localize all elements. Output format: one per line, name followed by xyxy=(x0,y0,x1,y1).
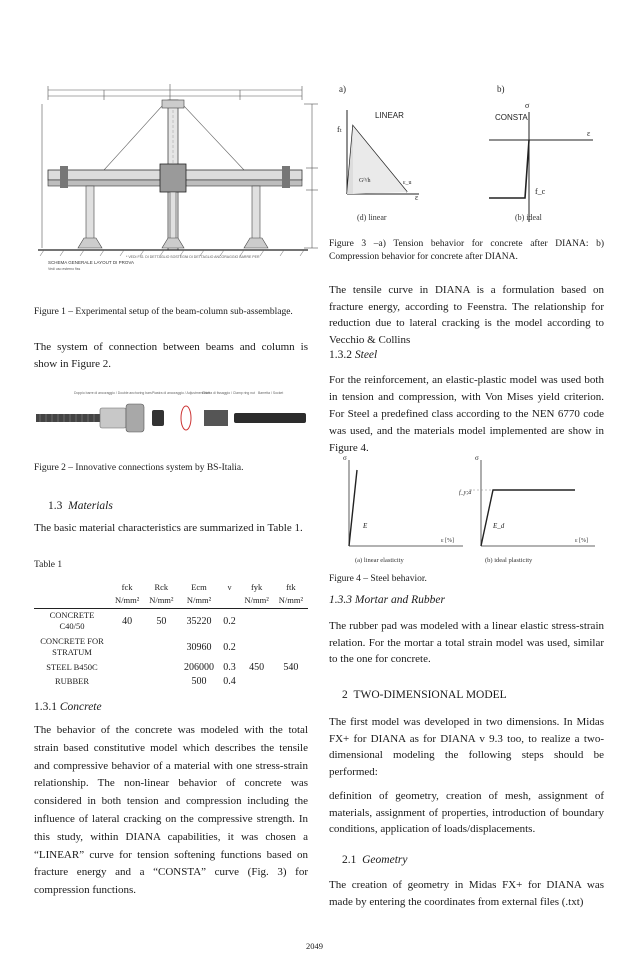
figure-3-fc-label: f_c xyxy=(535,187,546,196)
table-header: ν xyxy=(227,582,232,592)
table-cell-name: STRATUM xyxy=(52,647,92,657)
section-1-3-1-number: 1.3.1 xyxy=(34,701,57,713)
section-1-3-3-number: 1.3.3 xyxy=(329,594,352,606)
table-unit: N/mm² xyxy=(278,594,304,605)
figure-4-fyd-label: f_y;d xyxy=(459,490,472,496)
section-1-3-number: 1.3 xyxy=(48,500,63,512)
figure-2-drawing xyxy=(34,384,308,448)
figure-3-panel-b xyxy=(489,101,593,222)
figure-4-ed-label: E_d xyxy=(493,522,505,530)
table-row xyxy=(34,660,308,674)
figure-3-eps-a: ε xyxy=(415,193,419,202)
table-header: fck xyxy=(121,582,133,592)
figure-1-sheet-title: SCHEMA GENERALE LAYOUT DI PROVA xyxy=(48,260,135,265)
table-cell: 40 xyxy=(122,615,133,627)
figure-3-linear-title: LINEAR xyxy=(375,111,404,120)
figure-2-label-1: Doppio barre di ancoraggio / Double anchoring bars xyxy=(74,391,152,395)
table-header: ftk xyxy=(286,582,296,592)
figure-3 xyxy=(329,82,604,230)
figure-3-ft-label: fₜ xyxy=(337,125,343,134)
table-cell xyxy=(144,634,178,660)
table-header-row xyxy=(34,582,308,592)
section-2-1-number: 2.1 xyxy=(342,854,357,866)
section-2-heading xyxy=(342,689,507,701)
figure-2-caption: Figure 2 – Innovative connections system by BS-Italia. xyxy=(34,463,244,473)
table-header: fyk xyxy=(250,582,263,592)
figure-4-sigma-right: σ xyxy=(475,454,479,462)
table-cell-name: CONCRETE FOR xyxy=(40,636,104,646)
figure-1-caption: Figure 1 – Experimental setup of the beam-column sub-assemblage. xyxy=(34,307,293,317)
figure-1-sheet-subtitle: Vedi uso esterno fiss xyxy=(48,267,81,271)
table-unit: N/mm² xyxy=(114,594,140,605)
figure-4-drawing xyxy=(329,450,604,568)
figure-3-caption: Figure 3 –a) Tension behavior for concrete after DIANA: b) Compression behavior for concrete after DIANA. xyxy=(329,239,604,262)
table-cell: 35220 xyxy=(186,615,212,627)
figure-2 xyxy=(34,384,308,448)
table-cell xyxy=(274,634,308,660)
figure-1-drawing xyxy=(34,76,324,294)
section-1-3-1-heading xyxy=(34,701,102,713)
table-row xyxy=(34,634,308,660)
section-2-number: 2 xyxy=(342,689,348,701)
figure-3-eps-b: ε xyxy=(587,129,591,138)
figure-3-drawing xyxy=(329,82,604,230)
section-1-3-2-title: Steel xyxy=(354,349,378,361)
table-cell xyxy=(274,608,308,634)
table-cell xyxy=(144,674,178,688)
table-cell-name: CONCRETE xyxy=(49,610,95,621)
section-2-1-heading xyxy=(342,854,407,866)
table-cell: 0.3 xyxy=(223,661,236,673)
figure-4-ideal-plasticity xyxy=(459,454,595,564)
figure-4-caption: Figure 4 – Steel behavior. xyxy=(329,574,427,584)
table-1 xyxy=(34,582,308,688)
table-cell-name: STEEL B450C xyxy=(46,662,98,672)
figure-3-gf-label: Gᶠᴵ/h xyxy=(359,178,371,184)
table-row xyxy=(34,674,308,688)
figure-3-label-a: a) xyxy=(339,84,346,94)
table-cell xyxy=(110,674,144,688)
table-cell-name: C40/50 xyxy=(59,621,85,632)
table-cell-name: RUBBER xyxy=(54,676,89,686)
table-cell xyxy=(240,674,274,688)
table-cell xyxy=(110,634,144,660)
paragraph-tensile-curve: The tensile curve in DIANA is a formulation based on fracture energy, according to Feenstra. The relationship for reduction due to lateral cracking is the model according to Vecchio & Collins xyxy=(329,284,604,346)
table-cell: 0.2 xyxy=(223,615,236,627)
section-1-3-heading xyxy=(48,500,113,512)
table-cell xyxy=(240,634,274,660)
section-1-3-3-heading xyxy=(329,594,445,606)
table-cell xyxy=(144,660,178,674)
paragraph-geometry: The creation of geometry in Midas FX+ for DIANA was made by entering the coordinates from external files (.txt) xyxy=(329,879,604,908)
section-1-3-2-number: 1.3.2 xyxy=(329,349,352,361)
section-1-3-2-heading xyxy=(329,349,377,361)
figure-2-label-2: Piastra di ancoraggio / Adjustment bolt xyxy=(152,391,210,395)
table-cell: 450 xyxy=(249,661,265,673)
table-cell: 0.4 xyxy=(223,675,236,687)
table-cell: 500 xyxy=(191,675,207,687)
figure-4-sigma-left: σ xyxy=(343,454,347,462)
figure-3-eu-label: ε_u xyxy=(403,180,412,186)
page-number: 2049 xyxy=(306,941,323,951)
table-cell: 206000 xyxy=(184,661,214,673)
table-cell: 540 xyxy=(283,661,299,673)
figure-3-sigma-b: σ xyxy=(525,101,530,110)
figure-4-eps-left: ε [%] xyxy=(441,538,455,544)
table-unit: N/mm² xyxy=(244,594,269,605)
table-cell: 0.2 xyxy=(223,641,236,653)
section-2-title: TWO-DIMENSIONAL MODEL xyxy=(353,689,507,701)
figure-4-eps-right: ε [%] xyxy=(575,538,589,544)
table-unit: N/mm² xyxy=(149,594,174,605)
paragraph-connection: The system of connection between beams and column is show in Figure 2. xyxy=(34,341,308,370)
figure-3-panel-a xyxy=(337,110,419,222)
paragraph-materials: The basic material characteristics are summarized in Table 1. xyxy=(34,522,303,534)
table-unit xyxy=(220,592,240,608)
table-cell xyxy=(274,674,308,688)
table-row xyxy=(34,608,308,634)
table-cell xyxy=(240,608,274,634)
figure-4-linear-elasticity xyxy=(343,454,463,564)
table-cell: 50 xyxy=(156,615,167,627)
paragraph-mortar-rubber: The rubber pad was modeled with a linear elastic stress-strain relation. For the mortar a total strain model was used, similar to the one for concrete. xyxy=(329,620,604,665)
figure-2-label-3: Ghiera di fissaggio / Clamp ring nut xyxy=(202,391,255,395)
figure-2-label-4: Barretta / Socket xyxy=(258,391,284,395)
figure-3-caption-a: (d) linear xyxy=(357,213,387,222)
section-1-3-3-title: Mortar and Rubber xyxy=(354,594,445,606)
paragraph-steel: For the reinforcement, an elastic-plastic model was used both in tension and compression, with Von Mises yield criterion. For Steel a predefined class according to the NEN 6770 code was used, and the materials model implemented are show in Figure 4. xyxy=(329,374,604,454)
section-1-3-title: Materials xyxy=(68,500,113,512)
table-unit: N/mm² xyxy=(186,594,212,605)
section-2-1-title: Geometry xyxy=(362,854,408,866)
paragraph-concrete: The behavior of the concrete was modeled with the total strain based constitutive model which describes the tensile and compressive behavior of a material with one stress-strain relationship. The non-linear behavior of concrete was considered in both tension and compression including the influence of lateral cracking on the compressive strength. In this study, within DIANA capabilities, it was chosen a “LINEAR” curve for tension softening functions based on fracture energy and a “CONSTA” curve (Fig. 3) for compression functions. xyxy=(34,724,308,897)
figure-3-consta-title: CONSTA xyxy=(495,113,528,122)
figure-1 xyxy=(34,76,324,294)
figure-4-left-caption: (a) linear elasticity xyxy=(355,557,404,564)
table-units-row xyxy=(34,592,308,608)
table-header: Ecm xyxy=(191,582,207,592)
table-1-label: Table 1 xyxy=(34,560,63,570)
figure-4-e-label: E xyxy=(363,522,368,530)
paragraph-steps: definition of geometry, creation of mesh, assignment of materials, assignment of properties, introduction of boundary conditions, application of loads/displacements. xyxy=(329,790,604,835)
table-cell xyxy=(110,660,144,674)
paragraph-two-dim: The first model was developed in two dimensions. In Midas FX+ for DIANA as for DIANA v 9.3 too, to realize a two-dimensional modeling the following steps should be performed: xyxy=(329,716,604,778)
figure-4 xyxy=(329,450,604,568)
figure-3-caption-b: (b) ideal xyxy=(515,213,542,222)
figure-3-label-b: b) xyxy=(497,84,505,94)
figure-4-right-caption: (b) ideal plasticity xyxy=(485,557,533,564)
figure-1-sheet-note: * VEDI FIG. DI DETTAGLIO SOSTEGNI DI DETTAGLIO ANCORAGGIO BARRE PER xyxy=(126,255,260,259)
section-1-3-1-title: Concrete xyxy=(59,701,102,713)
table-cell: 30960 xyxy=(186,641,212,653)
table-header: Rck xyxy=(154,582,169,592)
